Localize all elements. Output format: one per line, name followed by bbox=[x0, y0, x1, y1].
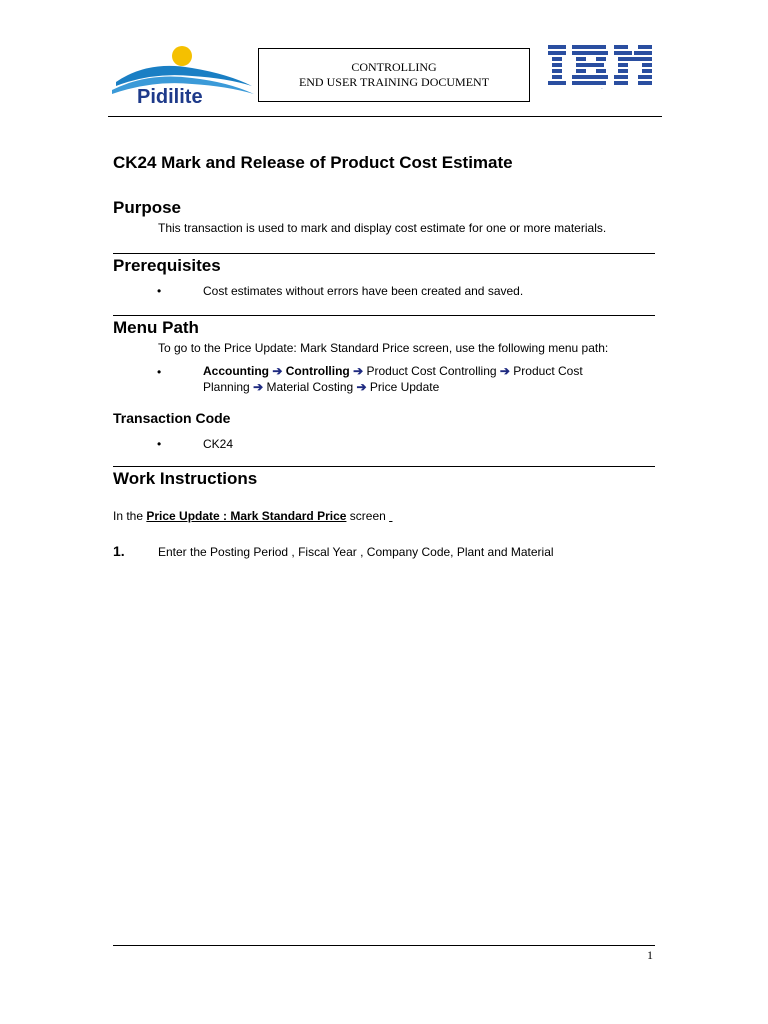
menu-material-costing: Material Costing bbox=[266, 380, 354, 394]
menu-controlling: Controlling bbox=[285, 364, 350, 378]
purpose-heading: Purpose bbox=[113, 198, 182, 217]
pidilite-logo-text: Pidilite bbox=[137, 86, 203, 108]
step-text: Enter the Posting Period , Fiscal Year , Company Code, Plant and Material bbox=[158, 545, 554, 559]
section-divider bbox=[113, 315, 655, 316]
header-line-2: END USER TRAINING DOCUMENT bbox=[298, 75, 490, 89]
arrow-icon: ➔ bbox=[356, 380, 367, 394]
header-divider bbox=[108, 116, 662, 117]
purpose-text: This transaction is used to mark and display cost estimate for one or more materials. bbox=[158, 221, 607, 235]
screen-name: Price Update : Mark Standard Price bbox=[146, 509, 347, 523]
work-instructions-heading: Work Instructions bbox=[113, 469, 258, 488]
work-instructions-intro bbox=[113, 509, 392, 523]
bullet: • bbox=[157, 437, 162, 451]
menu-path-heading: Menu Path bbox=[113, 318, 199, 337]
arrow-icon: ➔ bbox=[499, 364, 510, 378]
step-number: 1. bbox=[113, 543, 125, 559]
menu-path-item bbox=[203, 363, 623, 395]
prerequisites-heading: Prerequisites bbox=[113, 256, 221, 275]
page-number: 1 bbox=[647, 948, 653, 962]
header-line-1: CONTROLLING bbox=[351, 60, 437, 74]
document-title: CK24 Mark and Release of Product Cost Estimate bbox=[113, 153, 513, 172]
arrow-icon: ➔ bbox=[253, 380, 264, 394]
ibm-logo bbox=[548, 45, 654, 89]
menu-path-intro: To go to the Price Update: Mark Standard Price screen, use the following menu path: bbox=[158, 341, 609, 355]
transaction-code-heading: Transaction Code bbox=[113, 410, 231, 426]
bullet: • bbox=[157, 284, 162, 298]
intro-underscore bbox=[389, 509, 392, 523]
menu-product-cost-controlling: Product Cost Controlling bbox=[366, 364, 497, 378]
intro-suffix: screen bbox=[346, 509, 390, 523]
document-header-box bbox=[258, 48, 530, 102]
section-divider bbox=[113, 466, 655, 467]
menu-price-update: Price Update bbox=[369, 380, 440, 394]
intro-prefix: In the bbox=[113, 509, 147, 523]
menu-accounting: Accounting bbox=[203, 364, 269, 378]
section-divider bbox=[113, 253, 655, 254]
footer-divider bbox=[113, 945, 655, 946]
menu-product-cost-planning: Product Cost Planning bbox=[203, 364, 583, 394]
arrow-icon: ➔ bbox=[272, 364, 283, 378]
bullet: • bbox=[157, 365, 162, 379]
transaction-code: CK24 bbox=[203, 437, 234, 451]
prerequisite-item: Cost estimates without errors have been created and saved. bbox=[203, 284, 524, 298]
arrow-icon: ➔ bbox=[353, 364, 364, 378]
ibm-logo-text: IBM bbox=[601, 89, 603, 90]
